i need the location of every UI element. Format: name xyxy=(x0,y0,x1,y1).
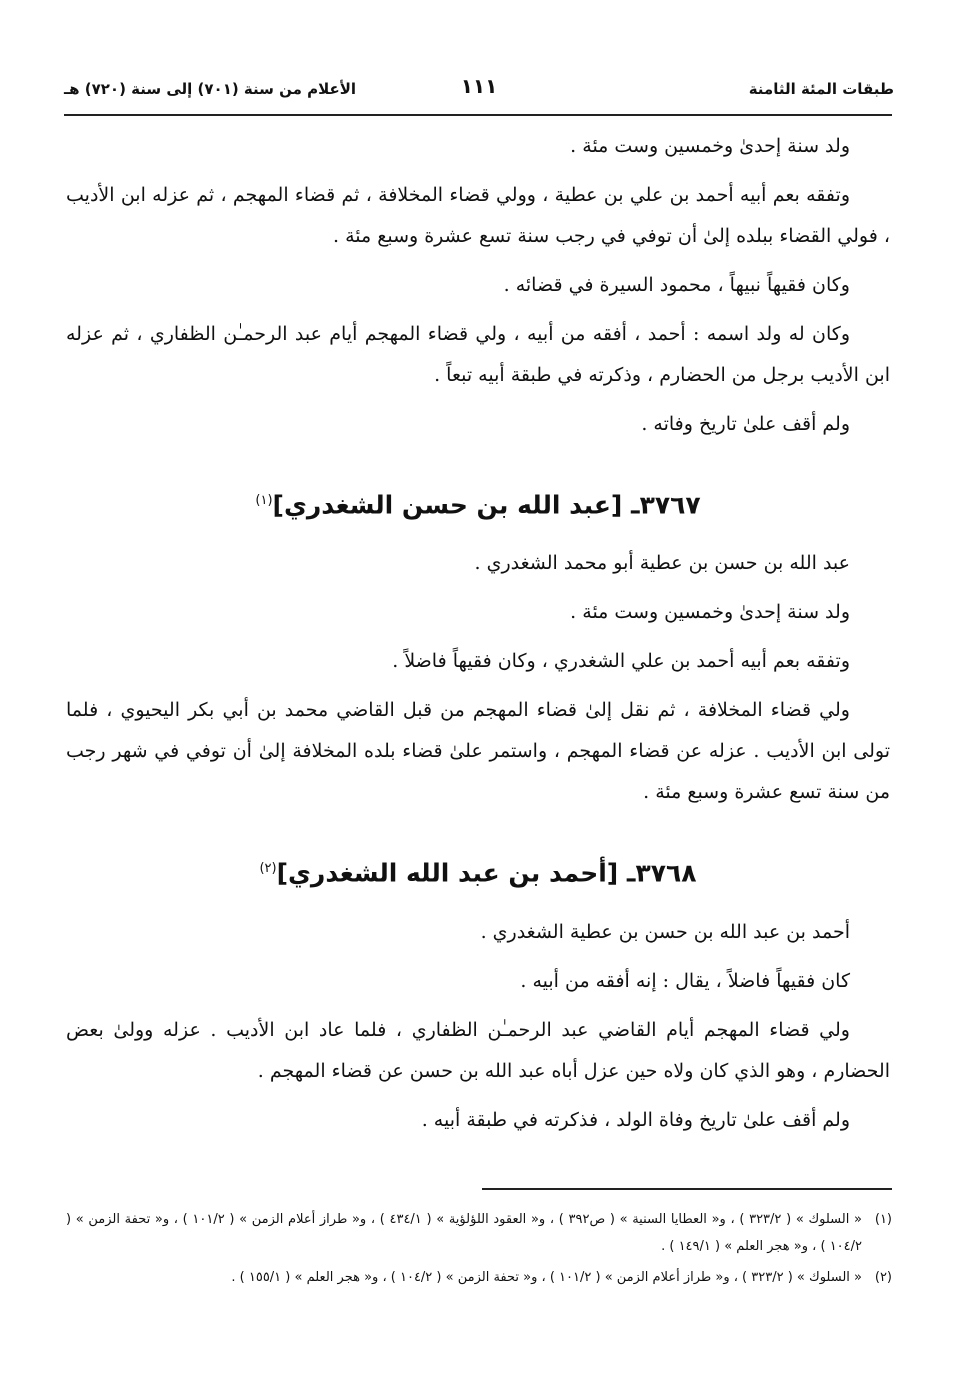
running-header xyxy=(64,72,894,108)
book-title: طبقات المئة الثامنة xyxy=(748,80,894,98)
footnote-number: (٢) xyxy=(874,1270,892,1285)
header-divider xyxy=(64,114,892,116)
footnote-number: (١) xyxy=(874,1212,892,1227)
footnote xyxy=(66,1264,892,1291)
header-range: الأعلام من سنة (٧٠١) إلى سنة (٧٢٠) هـ xyxy=(64,80,357,98)
paragraph: ولم أقف علىٰ تاريخ وفاته . xyxy=(641,413,850,435)
footnote xyxy=(66,1206,892,1260)
footnote-divider xyxy=(482,1188,892,1190)
entry-heading xyxy=(66,847,890,895)
footnote-ref: (٢) xyxy=(259,861,277,877)
footnote-ref: (١) xyxy=(255,493,273,508)
entry-title: ٣٧٦٨ـ [أحمد بن عبد الله الشغدري] xyxy=(276,858,697,888)
footnotes xyxy=(66,1206,892,1295)
entry-title: ٣٧٦٧ـ [عبد الله بن حسن الشغدري] xyxy=(272,490,701,520)
paragraph: ولي قضاء المهجم أيام القاضي عبد الرحمـٰن الظفاري ، فلما عاد ابن الأديب . عزله وولىٰ بعض الحضارم ، وهو الذي كان ولاه حين عزل أباه عبد الله بن حسن عن قضاء المهجم . xyxy=(66,1018,890,1082)
page-number: ١١١ xyxy=(460,74,498,98)
entry-heading xyxy=(66,479,890,527)
paragraph: ولد سنة إحدىٰ وخمسين وست مئة . xyxy=(570,135,850,157)
paragraph: ولم أقف علىٰ تاريخ وفاة الولد ، فذكرته في طبقة أبيه . xyxy=(421,1108,850,1131)
paragraph: وتفقه بعم أبيه أحمد بن علي الشغدري ، وكان فقيهاً فاضلاً . xyxy=(392,650,850,673)
footnote-text: « السلوك » ( ٣٢٣/٢ ) ، و« طراز أعلام الزمن » ( ١٠١/٢ ) ، و« تحفة الزمن » ( ١٠٤/٢ ) ، و« هجر العلم » ( ١٥٥/١ ) . xyxy=(231,1270,862,1285)
paragraph: عبد الله بن حسن بن عطية أبو محمد الشغدري . xyxy=(474,552,850,575)
paragraph: كان فقيهاً فاضلاً ، يقال : إنه أفقه من أبيه . xyxy=(520,969,850,992)
main-text xyxy=(66,126,890,1149)
paragraph: وكان له ولد اسمه : أحمد ، أفقه من أبيه ، ولي قضاء المهجم أيام عبد الرحمـٰن الظفاري ، ثم عزله ابن الأديب برجل من الحضارم ، وذكرته في طبقة أبيه تبعاً . xyxy=(66,323,890,386)
paragraph: ولي قضاء المخلافة ، ثم نقل إلىٰ قضاء المهجم من قبل القاضي محمد بن أبي بكر اليحيوي ، فلما تولى ابن الأديب . عزله عن قضاء المهجم ، واستمر علىٰ قضاء بلده المخلافة إلىٰ أن توفي في شهر رجب من سنة تسع عشرة وسبع مئة . xyxy=(66,699,890,804)
paragraph: أحمد بن عبد الله بن حسن بن عطية الشغدري . xyxy=(480,920,850,943)
paragraph: وكان فقيهاً نبيهاً ، محمود السيرة في قضائه . xyxy=(503,274,850,296)
paragraph: وتفقه بعم أبيه أحمد بن علي بن عطية ، وولي قضاء المخلافة ، ثم قضاء المهجم ، ثم عزله ابن الأديب ، فولي القضاء ببلده إلىٰ أن توفي في رجب سنة تسع عشرة وسبع مئة . xyxy=(66,184,890,247)
footnote-text: « السلوك » ( ٣٢٣/٢ ) ، و« العطايا السنية » ( ص٣٩٢ ) ، و« العقود اللؤلؤية » ( ٤٣٤/١ ) ، و« طراز أعلام الزمن » ( ١٠١/٢ ) ، و« تحفة الزمن » ( ١٠٤/٢ ) ، و« هجر العلم » ( ١٤٩/١ ) . xyxy=(66,1212,862,1254)
paragraph: ولد سنة إحدىٰ وخمسين وست مئة . xyxy=(570,601,850,624)
